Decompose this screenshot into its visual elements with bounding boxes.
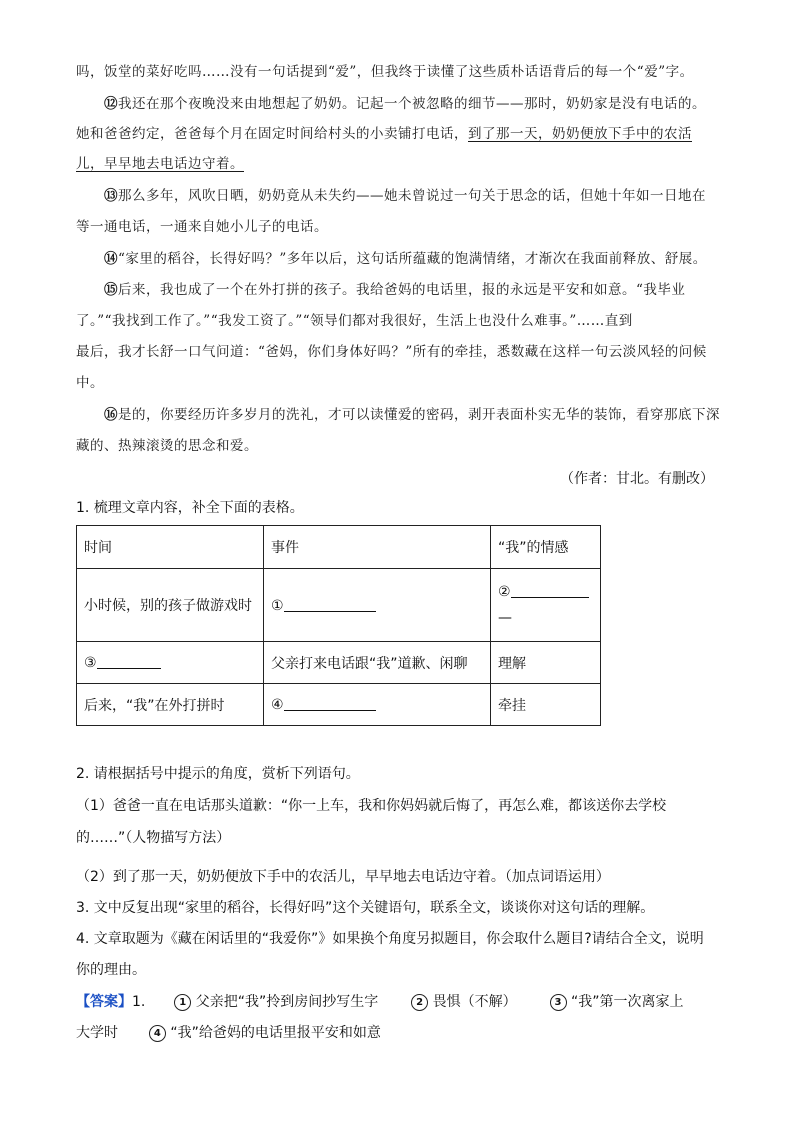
paragraph-number: ⑫ bbox=[104, 96, 118, 112]
paragraph-number: ⑮ bbox=[104, 282, 118, 298]
cell-time: 小时候，别的孩子做游戏时 bbox=[77, 569, 264, 642]
paragraph-12-line-1: ⑫我还在那个夜晚没来由地想起了奶奶。记起一个被忽略的细节——那时，奶奶家是没有电话的。 bbox=[104, 96, 706, 112]
answer-line-2 bbox=[76, 1024, 381, 1042]
paragraph-number: ⑭ bbox=[104, 251, 118, 267]
answer-blank[interactable] bbox=[97, 654, 161, 669]
answer-item-4: “我”给爸妈的电话里报平安和如意 bbox=[170, 1025, 381, 1041]
cell-time: 后来，“我”在外打拼时 bbox=[77, 684, 264, 726]
summary-table bbox=[76, 525, 601, 726]
answer-item-3-cont: 大学时 bbox=[76, 1025, 118, 1041]
paragraph-13-line-2: 等一通电话，一通来自她小儿子的电话。 bbox=[76, 219, 328, 235]
paragraph-16-line-1: ⑯是的，你要经历许多岁月的洗礼，才可以读懂爱的密码，剥开表面朴实无华的装饰，看穿那底下深 bbox=[104, 407, 720, 423]
header-event: 事件 bbox=[264, 526, 491, 569]
question-4-line-1: 4. 文章取题为《藏在闲话里的“我爱你”》如果换个角度另拟题目，你会取什么题目?请结合全文，说明 bbox=[76, 931, 704, 947]
cell-event: 父亲打来电话跟“我”道歉、闲聊 bbox=[264, 642, 491, 684]
answer-blank[interactable] bbox=[284, 597, 376, 612]
author-note: （作者：甘北。有删改） bbox=[560, 471, 714, 487]
question-1-prompt: 1. 梳理文章内容，补全下面的表格。 bbox=[76, 500, 304, 516]
question-4-line-2: 你的理由。 bbox=[76, 962, 146, 978]
table-header-row bbox=[77, 526, 601, 569]
question-2-sentence-1: （1）爸爸一直在电话那头道歉：“你一上车，我和你妈妈就后悔了，再怎么难，都该送你去学校 bbox=[76, 798, 667, 814]
underlined-sentence: 到了那一天，奶奶便放下手中的农活 bbox=[468, 126, 692, 142]
answer-number-icon: 2 bbox=[411, 994, 428, 1011]
paragraph-16-line-2: 藏的、热辣滚烫的思念和爱。 bbox=[76, 438, 258, 454]
paragraph-11-end: 吗，饭堂的菜好吃吗……没有一句话提到“爱”，但我终于读懂了这些质朴话语背后的每一个“爱”字。 bbox=[76, 64, 694, 80]
paragraph-15-line-2: 了。”“我找到工作了。”“我发工资了。”“领导们都对我很好，生活上也没什么难事。”……直到 bbox=[76, 313, 633, 329]
paragraph-number: ⑯ bbox=[104, 407, 118, 423]
answer-item-2: 畏惧（不解） bbox=[432, 994, 517, 1010]
paragraph-15-line-3: 最后，我才长舒一口气问道：“爸妈，你们身体好吗？”所有的牵挂，悉数藏在这样一句云淡风轻的问候 bbox=[76, 344, 707, 360]
table-row bbox=[77, 569, 601, 642]
question-2-sentence-1-cont: 的……”（人物描写方法） bbox=[76, 830, 231, 846]
answer-number-icon: 3 bbox=[550, 994, 567, 1011]
answer-line-1: 【答案】1. 1 父亲把“我”拎到房间抄写生字 2 畏惧（不解） 3 “我”第一次离家上 bbox=[76, 994, 684, 1010]
cell-event-blank[interactable]: ① bbox=[264, 569, 491, 642]
paragraph-13-line-1: ⑬那么多年，风吹日晒，奶奶竟从未失约——她未曾说过一句关于思念的话，但她十年如一日地在 bbox=[104, 188, 706, 204]
cell-feeling: 牵挂 bbox=[491, 684, 601, 726]
header-feeling: “我”的情感 bbox=[491, 526, 601, 569]
answer-item-1: 父亲把“我”拎到房间抄写生字 bbox=[195, 994, 379, 1010]
question-2-sentence-2: （2）到了那一天，奶奶便放下手中的农活儿，早早地去电话边守着。（加点词语运用） bbox=[76, 869, 610, 885]
paragraph-15-line-1: ⑮后来，我也成了一个在外打拼的孩子。我给爸妈的电话里，报的永远是平安和如意。“我毕业 bbox=[104, 282, 686, 298]
paragraph-number: ⑬ bbox=[104, 188, 118, 204]
question-2-prompt: 2. 请根据括号中提示的角度，赏析下列语句。 bbox=[76, 766, 360, 782]
answer-number-icon: 1 bbox=[174, 994, 191, 1011]
table-row bbox=[77, 684, 601, 726]
table-row bbox=[77, 642, 601, 684]
cell-feeling-blank[interactable]: ② — bbox=[491, 569, 601, 642]
answer-number-icon: 4 bbox=[149, 1025, 166, 1042]
paragraph-15-line-4: 中。 bbox=[76, 375, 104, 391]
paragraph-12-line-2: 她和爸爸约定，爸爸每个月在固定时间给村头的小卖铺打电话，到了那一天，奶奶便放下手中的农活 bbox=[76, 126, 692, 142]
question-3-prompt: 3. 文中反复出现“家里的稻谷，长得好吗”这个关键语句，联系全文，谈谈你对这句话的理解。 bbox=[76, 900, 655, 916]
paragraph-14-line-1: ⑭“家里的稻谷，长得好吗？”多年以后，这句话所蕴藏的饱满情绪，才渐次在我面前释放、舒展。 bbox=[104, 251, 707, 267]
answer-blank[interactable] bbox=[284, 696, 376, 711]
cell-event-blank[interactable]: ④ bbox=[264, 684, 491, 726]
header-time: 时间 bbox=[77, 526, 264, 569]
cell-time-blank[interactable]: ③ bbox=[77, 642, 264, 684]
cell-feeling: 理解 bbox=[491, 642, 601, 684]
answer-item-3: “我”第一次离家上 bbox=[570, 994, 684, 1010]
answer-blank[interactable] bbox=[511, 583, 589, 598]
underlined-sentence-cont: 儿，早早地去电话边守着。 bbox=[76, 156, 244, 172]
answer-label: 【答案】 bbox=[76, 994, 132, 1010]
